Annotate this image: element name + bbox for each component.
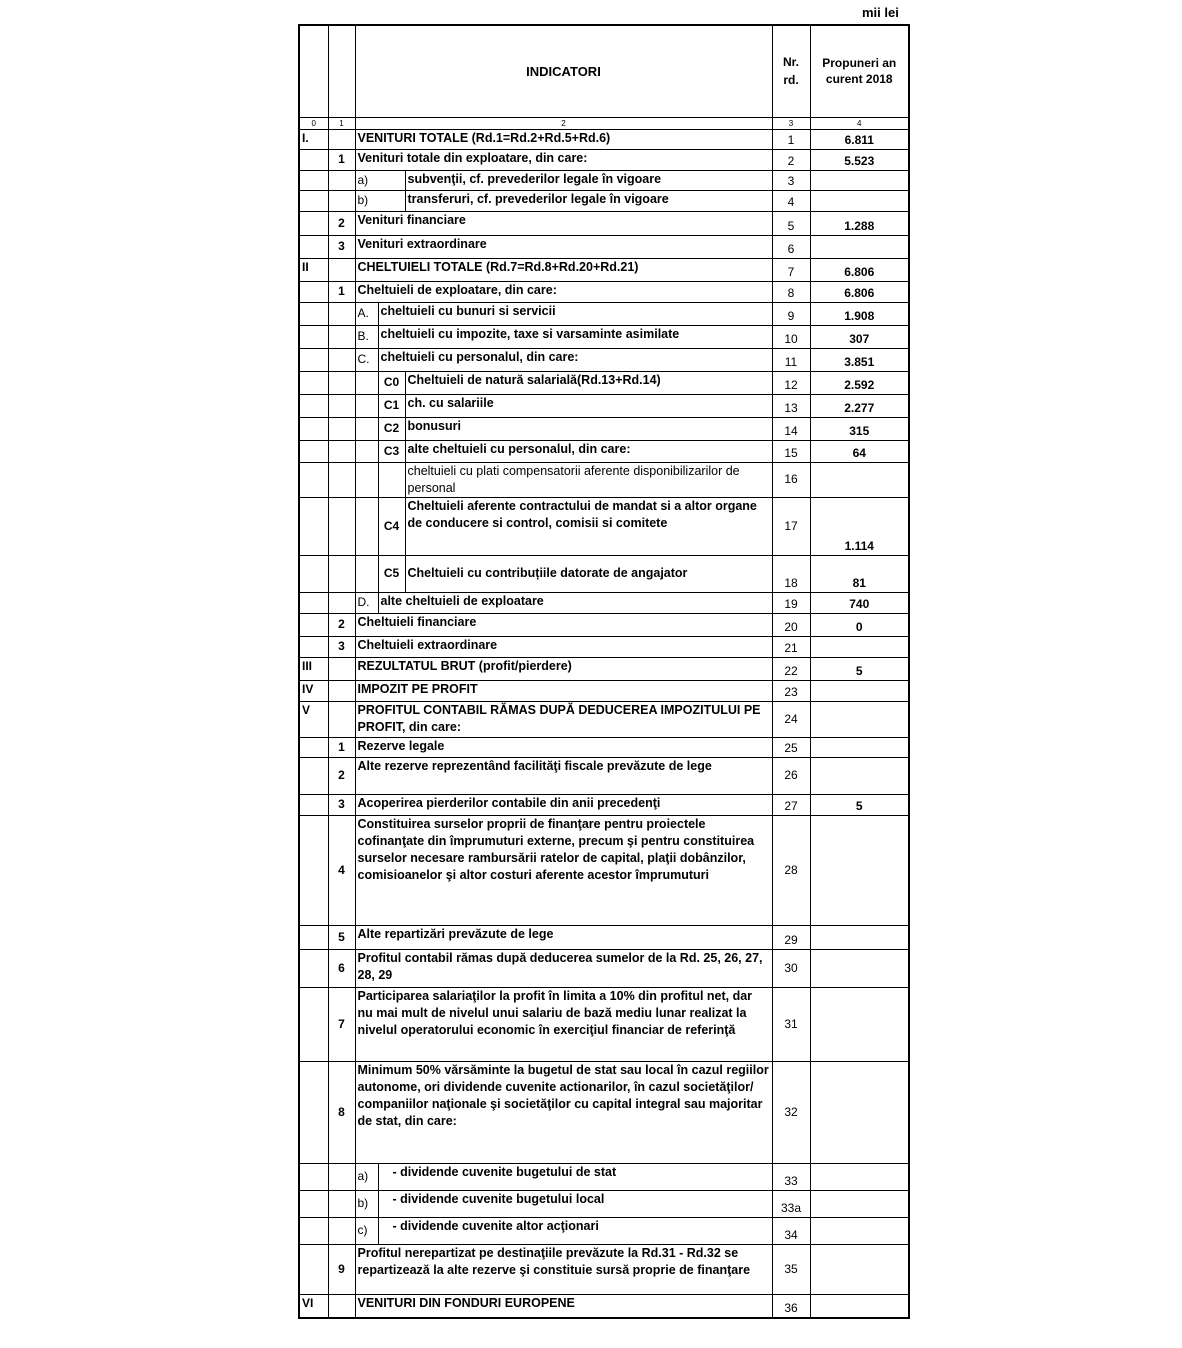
section-numeral	[299, 815, 328, 925]
section-numeral	[299, 1061, 328, 1163]
section-numeral	[299, 757, 328, 794]
sub-letter: C.	[355, 348, 378, 371]
row-number: 21	[772, 636, 810, 657]
proposal-value: 1.288	[810, 211, 909, 235]
index-cell: 1	[328, 117, 355, 129]
proposal-value: 2.277	[810, 394, 909, 417]
proposal-value	[810, 190, 909, 211]
row-number: 23	[772, 680, 810, 701]
proposal-value	[810, 1061, 909, 1163]
indicator-text: Cheltuieli financiare	[355, 613, 772, 636]
table-row	[299, 555, 909, 592]
row-number: 12	[772, 371, 810, 394]
item-number	[328, 325, 355, 348]
indicator-text: - dividende cuvenite bugetului local	[378, 1190, 772, 1217]
proposal-value: 6.806	[810, 258, 909, 281]
index-cell: 3	[772, 117, 810, 129]
proposal-value: 5.523	[810, 149, 909, 170]
row-number: 29	[772, 925, 810, 949]
table-row	[299, 497, 909, 555]
budget-table	[298, 24, 910, 1319]
item-number: 3	[328, 794, 355, 815]
row-number: 31	[772, 987, 810, 1061]
item-number: 6	[328, 949, 355, 987]
item-number	[328, 1190, 355, 1217]
indicator-text: Profitul contabil rămas după deducerea sumelor de la Rd. 25, 26, 27, 28, 29	[355, 949, 772, 987]
section-numeral	[299, 1190, 328, 1217]
row-number: 36	[772, 1294, 810, 1318]
proposal-value	[810, 1294, 909, 1318]
table-row	[299, 302, 909, 325]
sub-letter: D.	[355, 592, 378, 613]
row-number: 15	[772, 440, 810, 462]
indicator-text: bonusuri	[405, 417, 772, 440]
item-number: 2	[328, 757, 355, 794]
section-numeral: III	[299, 657, 328, 680]
section-numeral: I.	[299, 129, 328, 149]
indicator-text: alte cheltuieli de exploatare	[378, 592, 772, 613]
section-numeral	[299, 371, 328, 394]
indicator-text: Minimum 50% vărsăminte la bugetul de stat sau local în cazul regiilor autonome, ori dividende cuvenite actionarilor, în cazul societăţilor/ companiilor naţionale şi societăţilor cu capital integral sau majoritar de stat, din care:	[355, 1061, 772, 1163]
item-number: 7	[328, 987, 355, 1061]
header-nr-rd: Nr. rd.	[772, 25, 810, 117]
sub-code	[378, 462, 405, 497]
proposal-value: 5	[810, 657, 909, 680]
item-number	[328, 371, 355, 394]
proposal-value	[810, 925, 909, 949]
item-number	[328, 1294, 355, 1318]
table-row	[299, 757, 909, 794]
indicator-text: Venituri financiare	[355, 211, 772, 235]
table-row	[299, 394, 909, 417]
header-indicators: INDICATORI	[355, 25, 772, 117]
row-number: 5	[772, 211, 810, 235]
proposal-value	[810, 170, 909, 190]
item-number: 1	[328, 281, 355, 302]
row-number: 3	[772, 170, 810, 190]
row-number: 10	[772, 325, 810, 348]
table-row	[299, 1244, 909, 1294]
proposal-value: 81	[810, 555, 909, 592]
row-number: 6	[772, 235, 810, 258]
item-number	[328, 302, 355, 325]
table-row	[299, 592, 909, 613]
table-row	[299, 1190, 909, 1217]
proposal-value: 6.811	[810, 129, 909, 149]
proposal-value: 5	[810, 794, 909, 815]
sub-letter: c)	[355, 1217, 378, 1244]
item-number: 2	[328, 613, 355, 636]
table-row	[299, 701, 909, 737]
item-number: 2	[328, 211, 355, 235]
row-number: 16	[772, 462, 810, 497]
table-row	[299, 794, 909, 815]
indicator-text: VENITURI DIN FONDURI EUROPENE	[355, 1294, 772, 1318]
section-numeral: V	[299, 701, 328, 737]
section-numeral	[299, 987, 328, 1061]
indicator-text: Cheltuieli extraordinare	[355, 636, 772, 657]
table-row	[299, 211, 909, 235]
sub-letter: a)	[355, 1163, 378, 1190]
section-numeral	[299, 949, 328, 987]
section-numeral: VI	[299, 1294, 328, 1318]
indicator-text: Participarea salariaţilor la profit în limita a 10% din profitul net, dar nu mai mult de nivelul unui salariu de bază mediu lunar realizat la nivelul operatorului economic în exerciţiul financiar de referinţă	[355, 987, 772, 1061]
indicator-text: - dividende cuvenite bugetului de stat	[378, 1163, 772, 1190]
table-row	[299, 657, 909, 680]
sub-letter: B.	[355, 325, 378, 348]
proposal-value: 0	[810, 613, 909, 636]
sub-code: C1	[378, 394, 405, 417]
item-number	[328, 555, 355, 592]
section-numeral	[299, 462, 328, 497]
proposal-value	[810, 757, 909, 794]
row-number: 34	[772, 1217, 810, 1244]
proposal-value	[810, 737, 909, 757]
row-number: 28	[772, 815, 810, 925]
proposal-value	[810, 1190, 909, 1217]
item-number	[328, 462, 355, 497]
item-number: 1	[328, 149, 355, 170]
indicator-text: Venituri totale din exploatare, din care:	[355, 149, 772, 170]
index-cell: 0	[299, 117, 328, 129]
table-row	[299, 462, 909, 497]
item-number	[328, 657, 355, 680]
table-row	[299, 680, 909, 701]
table-row	[299, 925, 909, 949]
sub-letter	[355, 462, 378, 497]
row-number: 9	[772, 302, 810, 325]
row-number: 32	[772, 1061, 810, 1163]
indicator-text: Alte repartizări prevăzute de lege	[355, 925, 772, 949]
table-row	[299, 129, 909, 149]
table-row	[299, 613, 909, 636]
table-row	[299, 281, 909, 302]
indicator-text: Cheltuieli aferente contractului de mandat si a altor organe de conducere si control, comisii si comitete	[405, 497, 772, 555]
item-number	[328, 701, 355, 737]
table-row	[299, 815, 909, 925]
proposal-value: 1.114	[810, 497, 909, 555]
indicator-text: transferuri, cf. prevederilor legale în vigoare	[405, 190, 772, 211]
proposal-value	[810, 701, 909, 737]
row-number: 14	[772, 417, 810, 440]
proposal-value: 1.908	[810, 302, 909, 325]
row-number: 13	[772, 394, 810, 417]
table-row	[299, 235, 909, 258]
sub-letter	[355, 417, 378, 440]
table-row	[299, 636, 909, 657]
sub-letter: a)	[355, 170, 405, 190]
proposal-value	[810, 462, 909, 497]
table-row	[299, 440, 909, 462]
indicator-text: IMPOZIT PE PROFIT	[355, 680, 772, 701]
row-number: 24	[772, 701, 810, 737]
table-row	[299, 325, 909, 348]
row-number: 19	[772, 592, 810, 613]
section-numeral	[299, 325, 328, 348]
item-number	[328, 129, 355, 149]
sub-letter: b)	[355, 1190, 378, 1217]
section-numeral	[299, 302, 328, 325]
row-number: 17	[772, 497, 810, 555]
row-number: 30	[772, 949, 810, 987]
item-number	[328, 680, 355, 701]
sub-letter	[355, 440, 378, 462]
row-number: 11	[772, 348, 810, 371]
row-number: 1	[772, 129, 810, 149]
proposal-value	[810, 636, 909, 657]
item-number	[328, 190, 355, 211]
table-row	[299, 949, 909, 987]
indicator-text: Cheltuieli cu contribuțiile datorate de angajator	[405, 555, 772, 592]
sub-letter	[355, 555, 378, 592]
sub-code: C4	[378, 497, 405, 555]
proposal-value: 3.851	[810, 348, 909, 371]
row-number: 4	[772, 190, 810, 211]
header-col0	[299, 25, 328, 117]
section-numeral	[299, 592, 328, 613]
section-numeral	[299, 394, 328, 417]
proposal-value	[810, 680, 909, 701]
proposal-value	[810, 1163, 909, 1190]
table-row	[299, 417, 909, 440]
row-number: 27	[772, 794, 810, 815]
item-number	[328, 497, 355, 555]
proposal-value: 740	[810, 592, 909, 613]
sub-code: C3	[378, 440, 405, 462]
item-number: 8	[328, 1061, 355, 1163]
indicator-text: Profitul nerepartizat pe destinaţiile prevăzute la Rd.31 - Rd.32 se repartizează la alte rezerve şi constituie sursă proprie de finanţare	[355, 1244, 772, 1294]
section-numeral	[299, 1217, 328, 1244]
table-row	[299, 149, 909, 170]
sub-letter	[355, 394, 378, 417]
section-numeral	[299, 440, 328, 462]
header-proposals: Propuneri an curent 2018	[810, 25, 909, 117]
index-cell: 2	[355, 117, 772, 129]
table-row	[299, 170, 909, 190]
row-number: 8	[772, 281, 810, 302]
sub-letter	[355, 497, 378, 555]
item-number: 9	[328, 1244, 355, 1294]
header-col1	[328, 25, 355, 117]
sub-letter	[355, 371, 378, 394]
row-number: 35	[772, 1244, 810, 1294]
section-numeral	[299, 190, 328, 211]
section-numeral	[299, 636, 328, 657]
row-number: 20	[772, 613, 810, 636]
proposal-value: 64	[810, 440, 909, 462]
indicator-text: ch. cu salariile	[405, 394, 772, 417]
section-numeral	[299, 211, 328, 235]
proposal-value	[810, 987, 909, 1061]
item-number: 3	[328, 636, 355, 657]
section-numeral: IV	[299, 680, 328, 701]
section-numeral	[299, 1163, 328, 1190]
sub-code: C0	[378, 371, 405, 394]
section-numeral	[299, 613, 328, 636]
row-number: 22	[772, 657, 810, 680]
section-numeral	[299, 417, 328, 440]
proposal-value: 315	[810, 417, 909, 440]
item-number: 5	[328, 925, 355, 949]
indicator-text: subvenţii, cf. prevederilor legale în vigoare	[405, 170, 772, 190]
row-number: 25	[772, 737, 810, 757]
section-numeral	[299, 149, 328, 170]
item-number	[328, 394, 355, 417]
proposal-value	[810, 949, 909, 987]
section-numeral	[299, 794, 328, 815]
section-numeral	[299, 281, 328, 302]
proposal-value: 307	[810, 325, 909, 348]
sub-code: C2	[378, 417, 405, 440]
section-numeral	[299, 170, 328, 190]
section-numeral	[299, 1244, 328, 1294]
indicator-text: REZULTATUL BRUT (profit/pierdere)	[355, 657, 772, 680]
item-number	[328, 1163, 355, 1190]
table-row	[299, 1061, 909, 1163]
indicator-text: alte cheltuieli cu personalul, din care:	[405, 440, 772, 462]
item-number: 3	[328, 235, 355, 258]
proposal-value	[810, 235, 909, 258]
proposal-value	[810, 1244, 909, 1294]
section-numeral	[299, 235, 328, 258]
proposal-value: 2.592	[810, 371, 909, 394]
item-number	[328, 258, 355, 281]
section-numeral	[299, 555, 328, 592]
item-number	[328, 592, 355, 613]
unit-label: mii lei	[862, 5, 899, 20]
item-number	[328, 348, 355, 371]
row-number: 33	[772, 1163, 810, 1190]
table-row	[299, 190, 909, 211]
item-number	[328, 1217, 355, 1244]
table-row	[299, 987, 909, 1061]
index-cell: 4	[810, 117, 909, 129]
indicator-text: CHELTUIELI TOTALE (Rd.7=Rd.8+Rd.20+Rd.21)	[355, 258, 772, 281]
item-number: 1	[328, 737, 355, 757]
header-row	[299, 25, 909, 117]
item-number	[328, 417, 355, 440]
table-row	[299, 1294, 909, 1318]
sub-letter: b)	[355, 190, 405, 211]
indicator-text: Alte rezerve reprezentând facilităţi fiscale prevăzute de lege	[355, 757, 772, 794]
indicator-text: VENITURI TOTALE (Rd.1=Rd.2+Rd.5+Rd.6)	[355, 129, 772, 149]
table-row	[299, 348, 909, 371]
section-numeral	[299, 737, 328, 757]
section-numeral	[299, 497, 328, 555]
item-number	[328, 440, 355, 462]
row-number: 33a	[772, 1190, 810, 1217]
indicator-text: - dividende cuvenite altor acţionari	[378, 1217, 772, 1244]
indicator-text: cheltuieli cu bunuri si servicii	[378, 302, 772, 325]
table-row	[299, 258, 909, 281]
indicator-text: cheltuieli cu personalul, din care:	[378, 348, 772, 371]
indicator-text: Rezerve legale	[355, 737, 772, 757]
item-number	[328, 170, 355, 190]
sub-code: C5	[378, 555, 405, 592]
indicator-text: cheltuieli cu plati compensatorii aferente disponibilizarilor de personal	[405, 462, 772, 497]
section-numeral	[299, 348, 328, 371]
sub-letter: A.	[355, 302, 378, 325]
proposal-value	[810, 815, 909, 925]
row-number: 18	[772, 555, 810, 592]
section-numeral	[299, 925, 328, 949]
item-number: 4	[328, 815, 355, 925]
proposal-value	[810, 1217, 909, 1244]
indicator-text: Constituirea surselor proprii de finanţare pentru proiectele cofinanţate din împrumuturi externe, precum şi pentru constituirea surselor necesare rambursării ratelor de capital, plaţii dobânzilor, comisioanelor şi altor costuri aferente acestor împrumuturi	[355, 815, 772, 925]
indicator-text: Cheltuieli de exploatare, din care:	[355, 281, 772, 302]
row-number: 26	[772, 757, 810, 794]
indicator-text: Acoperirea pierderilor contabile din anii precedenţi	[355, 794, 772, 815]
indicator-text: cheltuieli cu impozite, taxe si varsaminte asimilate	[378, 325, 772, 348]
row-number: 7	[772, 258, 810, 281]
indicator-text: Cheltuieli de natură salarială(Rd.13+Rd.14)	[405, 371, 772, 394]
table-row	[299, 371, 909, 394]
table-row	[299, 1217, 909, 1244]
index-row	[299, 117, 909, 129]
table-row	[299, 737, 909, 757]
table-row	[299, 1163, 909, 1190]
proposal-value: 6.806	[810, 281, 909, 302]
indicator-text: Venituri extraordinare	[355, 235, 772, 258]
indicator-text: PROFITUL CONTABIL RĂMAS DUPĂ DEDUCEREA IMPOZITULUI PE PROFIT, din care:	[355, 701, 772, 737]
section-numeral: II	[299, 258, 328, 281]
row-number: 2	[772, 149, 810, 170]
